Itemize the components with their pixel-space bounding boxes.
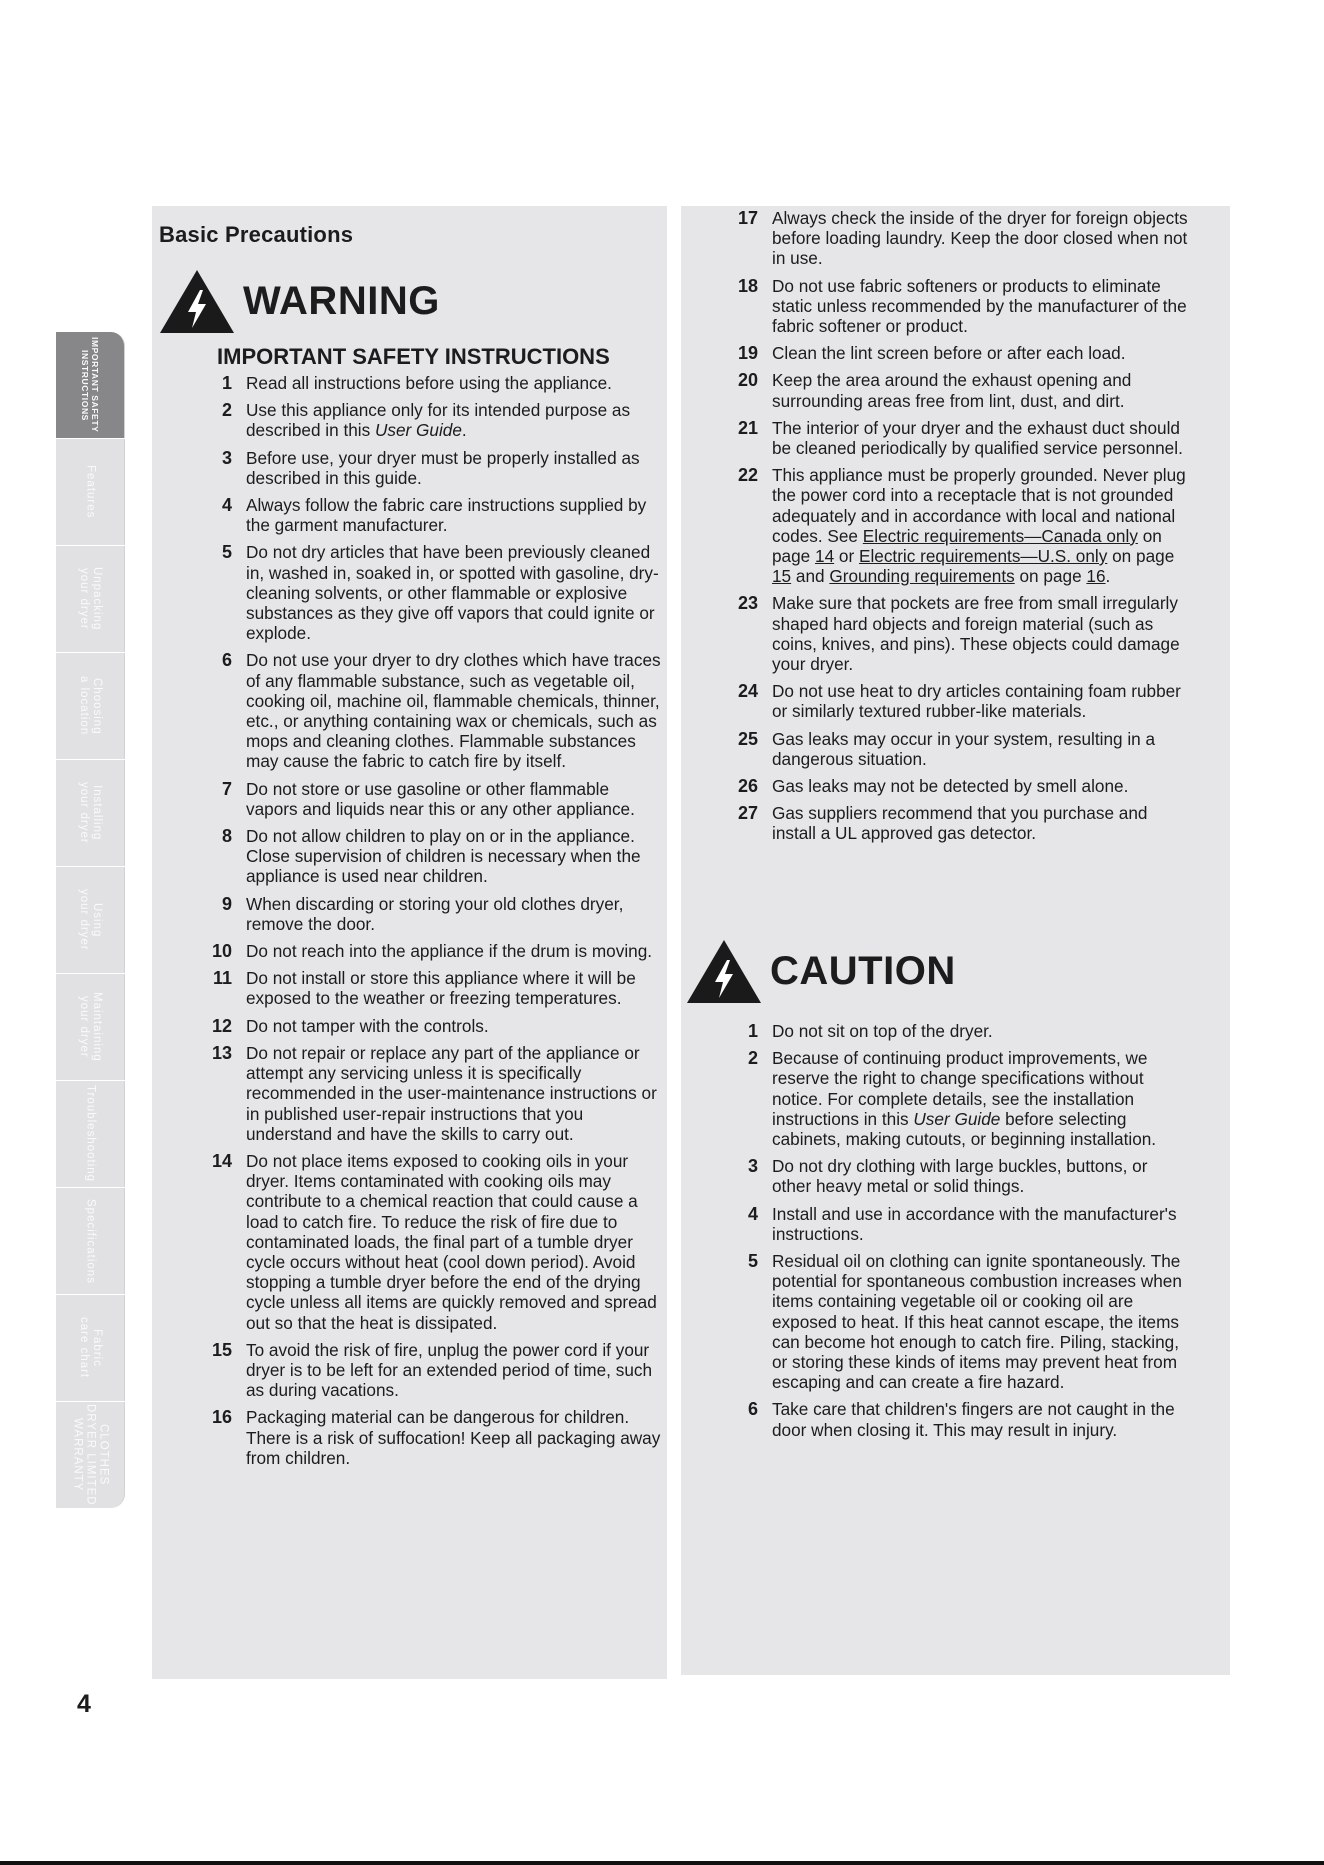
item-number: 4 xyxy=(221,495,232,516)
item-number: 8 xyxy=(221,826,232,847)
text-run: before selecting cabinets, making cutouts, or beginning installation. xyxy=(772,1108,1157,1150)
section-tab[interactable] xyxy=(56,439,125,545)
text-run: Always follow the fabric care instructions supplied by the garment manufacturer. xyxy=(246,495,647,536)
section-tab[interactable] xyxy=(56,867,125,973)
text-run: Do not sit on top of the dryer. xyxy=(772,1021,993,1041)
text-run: Always check the inside of the dryer for foreign objects before loading laundry. Keep the door closed when not in use. xyxy=(772,208,1188,269)
item-text xyxy=(246,1407,664,1468)
tab-label-line: your dryer xyxy=(78,782,90,844)
list-item xyxy=(728,803,1190,843)
list-item xyxy=(202,373,664,393)
tab-label-line: a location xyxy=(78,676,90,736)
text-run: Clean the lint screen before or after each load. xyxy=(772,343,1126,364)
text-run: Do not reach into the appliance if the drum is moving. xyxy=(246,941,653,962)
tab-label-line: IMPORTANT SAFETY xyxy=(90,337,100,433)
section-tab[interactable] xyxy=(56,653,125,759)
item-number: 12 xyxy=(211,1015,232,1036)
tab-label-line: Maintaining xyxy=(91,992,103,1062)
list-item xyxy=(728,1156,1190,1196)
text-run: Before use, your dryer must be properly installed as described in this guide. xyxy=(246,447,640,488)
item-text xyxy=(772,418,1190,458)
text-run: and xyxy=(791,566,830,587)
section-tab[interactable] xyxy=(56,974,125,1080)
list-item xyxy=(728,1021,1190,1041)
item-text xyxy=(246,779,664,819)
item-text xyxy=(772,343,1190,363)
page-reference-link[interactable]: 14 xyxy=(815,546,835,567)
list-item xyxy=(202,941,664,961)
tab-label-line: DRYER LIMITED xyxy=(84,1404,97,1506)
item-text xyxy=(772,1021,1190,1041)
item-number: 3 xyxy=(747,1156,758,1177)
list-item xyxy=(728,1399,1190,1439)
item-text xyxy=(246,1043,664,1144)
item-text xyxy=(246,894,664,934)
tab-label-line: your dryer xyxy=(78,889,90,951)
item-text xyxy=(246,650,664,771)
tab-label-line: Specifications xyxy=(84,1198,97,1284)
text-run: Gas leaks may occur in your system, resulting in a dangerous situation. xyxy=(772,728,1156,769)
text-run: Do not dry articles that have been previously cleaned in, washed in, soaked in, or spotted with gasoline, dry-cleaning solvents, or other flammable or explosive substances as they give off vapors that could ignite or explode. xyxy=(246,542,659,644)
list-item xyxy=(202,894,664,934)
section-tab-label xyxy=(77,1317,103,1378)
list-item xyxy=(728,1048,1190,1149)
list-item xyxy=(728,343,1190,363)
text-run: Gas suppliers recommend that you purchase and install a UL approved gas detector. xyxy=(772,803,1148,844)
item-number: 19 xyxy=(737,343,758,364)
caution-list xyxy=(728,1021,1190,1447)
list-item xyxy=(728,681,1190,721)
text-run: Do not dry clothing with large buckles, buttons, or other heavy metal or solid things. xyxy=(772,1156,1148,1197)
tab-label-line: Choosing xyxy=(91,677,103,735)
text-run: Because of continuing product improvements, we reserve the right to change specifications without notice. For complete details, see the installation instructions in this xyxy=(772,1048,1148,1129)
item-number: 10 xyxy=(211,941,232,962)
item-text xyxy=(772,593,1190,674)
text-run: or xyxy=(834,546,859,567)
page-number: 4 xyxy=(77,1690,91,1718)
item-number: 5 xyxy=(221,542,232,563)
item-text xyxy=(772,1204,1190,1244)
item-number: 2 xyxy=(747,1048,758,1069)
warning-label: WARNING xyxy=(243,278,440,323)
tab-label-line: Unpacking xyxy=(91,567,103,631)
item-number: 7 xyxy=(221,778,232,799)
item-number: 22 xyxy=(737,465,758,486)
warning-header xyxy=(159,268,440,334)
list-item xyxy=(202,448,664,488)
section-tabs xyxy=(56,332,125,1509)
text-run: on page xyxy=(772,525,1162,567)
section-tab[interactable] xyxy=(56,1188,125,1294)
text-run: Residual oil on clothing can ignite spontaneously. The potential for spontaneous combustion increases when items containing vegetable oil or cooking oil are exposed to heat. If this heat cannot escape, the items can become hot enough to catch fire. Piling, stacking, or storing these kinds of items may prevent heat from escaping and can create a fire hazard. xyxy=(772,1251,1182,1393)
item-text xyxy=(246,1016,664,1036)
item-number: 1 xyxy=(747,1021,758,1041)
item-number: 26 xyxy=(737,776,758,797)
text-run: When discarding or storing your old clothes dryer, remove the door. xyxy=(246,893,624,934)
electric-hazard-icon xyxy=(686,938,762,1004)
page-reference-link[interactable]: Electric requirements—Canada only xyxy=(862,525,1138,546)
text-run: on page xyxy=(1107,546,1175,567)
text-run: User Guide xyxy=(913,1108,1001,1129)
text-run: Do not allow children to play on or in the appliance. Close supervision of children is necessary when the appliance is used near children. xyxy=(246,826,641,887)
tab-label-line: Fabric xyxy=(91,1329,103,1367)
item-number: 9 xyxy=(221,893,232,914)
section-tab-label xyxy=(80,337,100,432)
instructions-heading: IMPORTANT SAFETY INSTRUCTIONS xyxy=(217,344,610,369)
text-run: Do not repair or replace any part of the appliance or attempt any servicing unless it is specifically recommended in the user-maintenance instructions or in published user-repair instructions that you understand and have the skills to carry out. xyxy=(246,1042,657,1144)
tab-label-line: your dryer xyxy=(78,568,90,630)
item-number: 27 xyxy=(737,803,758,824)
text-run: Gas leaks may not be detected by smell alone. xyxy=(772,776,1129,797)
text-run: Make sure that pockets are free from small irregularly shaped hard objects and foreign material (such as coins, knives, and pins). These objects could damage your dryer. xyxy=(772,593,1180,675)
page-reference-link[interactable]: Grounding requirements xyxy=(829,566,1015,587)
text-run: . xyxy=(461,420,467,441)
text-run: Use this appliance only for its intended purpose as described in this xyxy=(246,400,631,441)
section-tab[interactable] xyxy=(56,332,125,438)
list-item xyxy=(728,1251,1190,1392)
list-item xyxy=(202,1016,664,1036)
text-run: Keep the area around the exhaust opening and surrounding areas free from lint, dust, and dirt. xyxy=(772,370,1132,411)
section-tab-label xyxy=(77,676,103,735)
item-text xyxy=(772,1399,1190,1439)
section-tab[interactable] xyxy=(56,760,125,866)
text-run: This appliance must be properly grounded. Never plug the power cord into a receptacle that is not grounded adequately and in accordance with local and national codes. See xyxy=(772,465,1186,546)
tab-label-line: your dryer xyxy=(78,996,90,1058)
tab-label-line: INSTRUCTIONS xyxy=(80,349,90,421)
item-number: 17 xyxy=(737,208,758,228)
item-number: 18 xyxy=(737,275,758,296)
item-text xyxy=(772,1156,1190,1196)
item-number: 5 xyxy=(747,1251,758,1272)
list-item xyxy=(202,779,664,819)
list-item xyxy=(728,729,1190,769)
item-text xyxy=(246,941,664,961)
list-item xyxy=(728,370,1190,410)
tab-label-line: Features xyxy=(84,465,97,519)
item-number: 23 xyxy=(737,593,758,614)
text-run: Do not install or store this appliance where it will be exposed to the weather or freezing temperatures. xyxy=(246,968,636,1009)
item-number: 14 xyxy=(211,1150,232,1171)
section-tab-label xyxy=(71,1404,110,1506)
page-reference-link[interactable]: 15 xyxy=(772,566,792,587)
text-run: Do not use fabric softeners or products to eliminate static unless recommended by the manufacturer of the fabric softener or product. xyxy=(772,275,1187,337)
section-tab[interactable] xyxy=(56,1295,125,1401)
section-title: Basic Precautions xyxy=(159,222,354,247)
item-text xyxy=(246,448,664,488)
text-run: To avoid the risk of fire, unplug the power cord if your dryer is to be left for an extended period of time, such as during vacations. xyxy=(246,1339,653,1401)
tab-label-line: Troubleshooting xyxy=(84,1085,97,1183)
caution-header xyxy=(686,938,956,1004)
list-item xyxy=(202,826,664,887)
list-item xyxy=(202,1407,664,1468)
item-text xyxy=(772,208,1190,269)
list-item xyxy=(202,1151,664,1333)
item-number: 11 xyxy=(212,968,232,989)
item-text xyxy=(246,495,664,535)
text-run: The interior of your dryer and the exhaust duct should be cleaned periodically by qualified service personnel. xyxy=(772,417,1183,459)
text-run: Do not place items exposed to cooking oils in your dryer. Items contaminated with cooking oils may contribute to a chemical reaction that could cause a load to catch fire. To reduce the risk of fire due to contaminated loads, the final part of a tumble dryer cycle occurs without heat (cool down period). Avoid stopping a tumble dryer before the end of the drying cycle unless all items are quickly removed and spread out so that the heat is dissipated. xyxy=(246,1150,657,1333)
item-number: 2 xyxy=(221,400,232,421)
item-text xyxy=(246,373,664,393)
item-text xyxy=(772,1048,1190,1149)
list-item xyxy=(202,542,664,643)
item-text xyxy=(246,968,664,1008)
section-tab-label xyxy=(84,465,97,518)
item-number: 16 xyxy=(211,1407,232,1428)
electric-hazard-icon xyxy=(159,268,235,334)
page-reference-link[interactable]: Electric requirements—U.S. only xyxy=(858,546,1108,567)
warning-list-right xyxy=(728,208,1190,851)
list-item xyxy=(728,208,1190,269)
list-item xyxy=(202,400,664,440)
item-text xyxy=(246,400,664,440)
text-run: Do not use heat to dry articles containing foam rubber or similarly textured rubber-like materials. xyxy=(772,681,1181,722)
item-text xyxy=(772,465,1190,586)
tab-label-line: CLOTHES xyxy=(97,1424,110,1486)
item-number: 6 xyxy=(221,650,232,671)
page-reference-link[interactable]: 16 xyxy=(1086,566,1106,587)
item-number: 3 xyxy=(221,447,232,468)
list-item xyxy=(728,776,1190,796)
text-run: Do not use your dryer to dry clothes which have traces of any flammable substance, such as vegetable oil, cooking oil, machine oil, flammable chemicals, thinner, etc., or anything containing wax or chemicals, such as mops and cleaning clothes. Flammable substances may cause the fabric to catch fire by itself. xyxy=(246,650,661,772)
item-text xyxy=(772,276,1190,337)
item-text xyxy=(246,542,664,643)
text-run: User Guide xyxy=(374,420,462,441)
section-tab[interactable] xyxy=(56,546,125,652)
list-item xyxy=(728,593,1190,674)
text-run: . xyxy=(1105,566,1111,587)
item-number: 1 xyxy=(221,373,232,393)
item-text xyxy=(772,803,1190,843)
list-item xyxy=(202,1043,664,1144)
item-number: 25 xyxy=(737,728,758,749)
tab-label-line: Using xyxy=(91,902,103,938)
section-tab-label xyxy=(77,782,103,844)
list-item xyxy=(728,1204,1190,1244)
item-text xyxy=(772,681,1190,721)
section-tab-label xyxy=(77,567,103,630)
item-text xyxy=(772,370,1190,410)
tab-label-line: WARRANTY xyxy=(71,1418,84,1492)
text-run: Do not store or use gasoline or other flammable vapors and liquids near this or any other appliance. xyxy=(246,778,635,819)
section-tab[interactable] xyxy=(56,1081,125,1187)
section-tab-label xyxy=(84,1085,97,1182)
section-tab-label xyxy=(77,992,103,1062)
caution-label: CAUTION xyxy=(770,948,956,993)
item-number: 4 xyxy=(747,1203,758,1224)
warning-list-left xyxy=(202,373,664,1475)
list-item xyxy=(202,495,664,535)
item-number: 20 xyxy=(737,370,758,391)
text-run: Do not tamper with the controls. xyxy=(246,1015,489,1036)
bottom-rule xyxy=(0,1861,1324,1865)
tab-label-line: care chart xyxy=(78,1317,90,1379)
section-tab-label xyxy=(84,1199,97,1284)
tab-label-line: Installing xyxy=(91,785,103,841)
item-number: 15 xyxy=(211,1339,232,1360)
item-text xyxy=(772,776,1190,796)
item-number: 21 xyxy=(737,417,758,438)
text-run: Read all instructions before using the appliance. xyxy=(246,373,612,393)
item-number: 24 xyxy=(737,681,758,702)
item-text xyxy=(772,729,1190,769)
item-text xyxy=(246,826,664,887)
section-tab[interactable] xyxy=(56,1402,125,1508)
list-item xyxy=(728,276,1190,337)
list-item xyxy=(202,650,664,771)
item-number: 13 xyxy=(211,1042,232,1063)
text-run: Packaging material can be dangerous for children. There is a risk of suffocation! Keep all packaging away from children. xyxy=(246,1407,661,1468)
item-text xyxy=(246,1340,664,1401)
section-tab-label xyxy=(77,889,103,951)
text-run: Take care that children's fingers are not caught in the door when closing it. This may result in injury. xyxy=(772,1399,1175,1440)
item-text xyxy=(246,1151,664,1333)
text-run: Install and use in accordance with the manufacturer's instructions. xyxy=(772,1203,1177,1244)
list-item xyxy=(202,968,664,1008)
list-item xyxy=(202,1340,664,1401)
list-item xyxy=(728,418,1190,458)
list-item xyxy=(728,465,1190,586)
text-run: on page xyxy=(1014,566,1087,587)
item-text xyxy=(772,1251,1190,1392)
item-number: 6 xyxy=(747,1399,758,1420)
